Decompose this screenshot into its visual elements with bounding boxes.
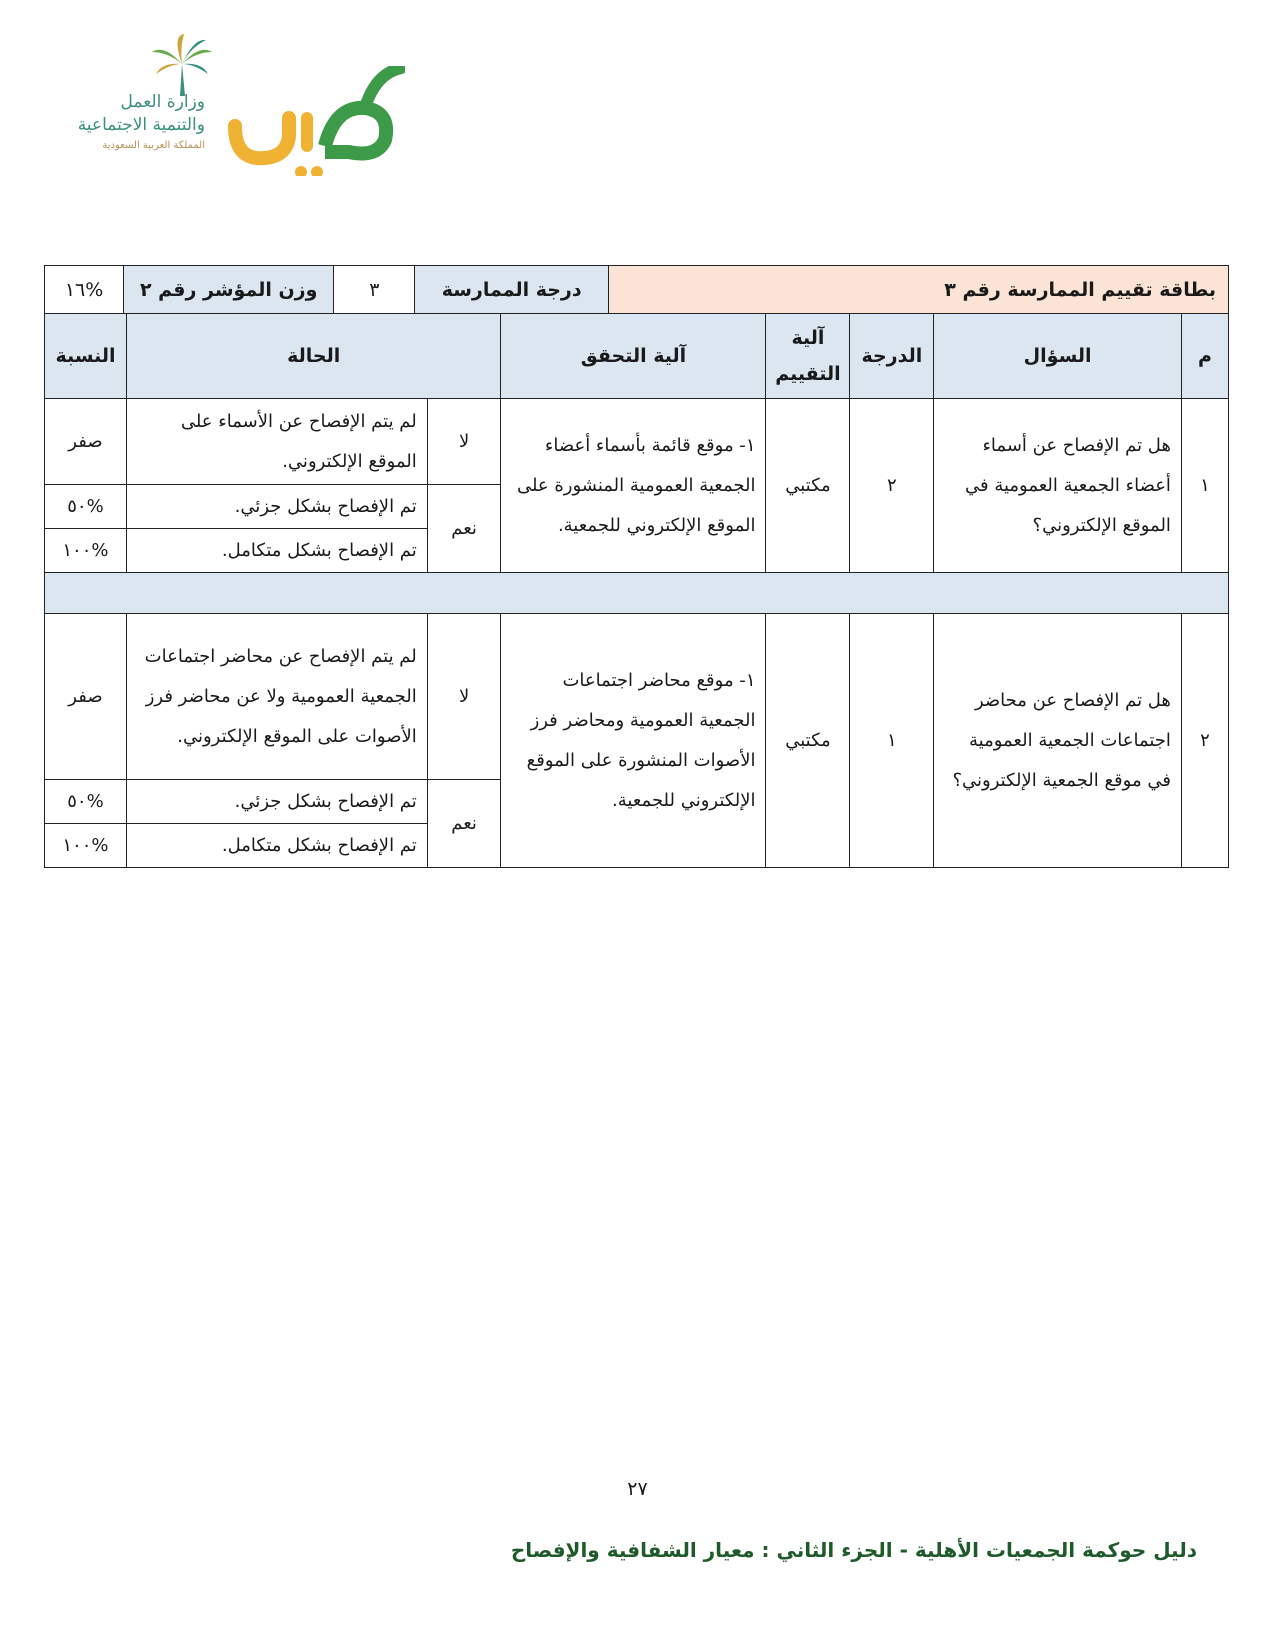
row-method: مكتبي: [766, 614, 850, 868]
ministry-country: المملكة العربية السعودية: [102, 140, 205, 151]
table-header-row: [45, 314, 1229, 399]
col-degree: الدرجة: [850, 314, 934, 399]
row-partial-ratio: ٥٠%: [45, 780, 127, 824]
col-evaluation-method-line2: التقييم: [775, 363, 841, 385]
row-no-label: لا: [427, 614, 501, 780]
row-degree: ٢: [850, 399, 934, 573]
col-num: م: [1181, 314, 1228, 399]
row-full-status: تم الإفصاح بشكل متكامل.: [126, 529, 427, 573]
row-no-label: لا: [427, 399, 501, 485]
practice-degree-label: درجة الممارسة: [415, 266, 609, 314]
separator-row: [45, 573, 1229, 614]
row-partial-status: تم الإفصاح بشكل جزئي.: [126, 780, 427, 824]
row-verification: ١- موقع قائمة بأسماء أعضاء الجمعية العمومية المنشورة على الموقع الإلكتروني للجمعية.: [501, 399, 766, 573]
col-ratio: النسبة: [45, 314, 127, 399]
row-partial-status: تم الإفصاح بشكل جزئي.: [126, 485, 427, 529]
indicator-weight-label: وزن المؤشر رقم ٢: [124, 266, 334, 314]
practice-header-table: [44, 265, 1229, 314]
row-partial-ratio: ٥٠%: [45, 485, 127, 529]
row-degree: ١: [850, 614, 934, 868]
ministry-logo: [55, 28, 205, 163]
ministry-name-line1: وزارة العمل: [120, 92, 205, 112]
practice-degree-value: ٣: [334, 266, 415, 314]
footer-title: دليل حوكمة الجمعيات الأهلية - الجزء الثاني : معيار الشفافية والإفصاح: [510, 1538, 1197, 1562]
row-no-ratio: صفر: [45, 614, 127, 780]
ministry-name-line2: والتنمية الاجتماعية: [77, 115, 205, 135]
evaluation-table: [44, 313, 1229, 868]
row-no-status: لم يتم الإفصاح عن الأسماء على الموقع الإلكتروني.: [126, 399, 427, 485]
row-yes-label: نعم: [427, 485, 501, 573]
logo-area: [55, 28, 400, 163]
row-full-ratio: ١٠٠%: [45, 529, 127, 573]
brand-logo: [225, 66, 405, 176]
row-yes-label: نعم: [427, 780, 501, 868]
row-no-status: لم يتم الإفصاح عن محاضر اجتماعات الجمعية العمومية ولا عن محاضر فرز الأصوات على الموقع الإلكتروني.: [126, 614, 427, 780]
row-full-ratio: ١٠٠%: [45, 824, 127, 868]
table-row: [45, 614, 1229, 780]
separator: [45, 573, 1229, 614]
row-no-ratio: صفر: [45, 399, 127, 485]
row-verification: ١- موقع محاضر اجتماعات الجمعية العمومية ومحاضر فرز الأصوات المنشورة على الموقع الإلكتروني للجمعية.: [501, 614, 766, 868]
row-full-status: تم الإفصاح بشكل متكامل.: [126, 824, 427, 868]
row-question: هل تم الإفصاح عن محاضر اجتماعات الجمعية العمومية في موقع الجمعية الإلكتروني؟: [934, 614, 1182, 868]
indicator-weight-value: ١٦%: [45, 266, 124, 314]
table-row: [45, 399, 1229, 485]
row-num: ١: [1181, 399, 1228, 573]
col-question: السؤال: [934, 314, 1182, 399]
row-method: مكتبي: [766, 399, 850, 573]
palm-tree-icon: [150, 34, 214, 96]
page-number: ٢٧: [627, 1478, 648, 1500]
practice-card-title: بطاقة تقييم الممارسة رقم ٣: [608, 266, 1228, 314]
col-evaluation-method-line1: آلية: [791, 327, 825, 349]
row-question: هل تم الإفصاح عن أسماء أعضاء الجمعية العمومية في الموقع الإلكتروني؟: [934, 399, 1182, 573]
col-evaluation-method: [766, 314, 850, 399]
col-verification: آلية التحقق: [501, 314, 766, 399]
col-status: الحالة: [126, 314, 501, 399]
row-num: ٢: [1181, 614, 1228, 868]
